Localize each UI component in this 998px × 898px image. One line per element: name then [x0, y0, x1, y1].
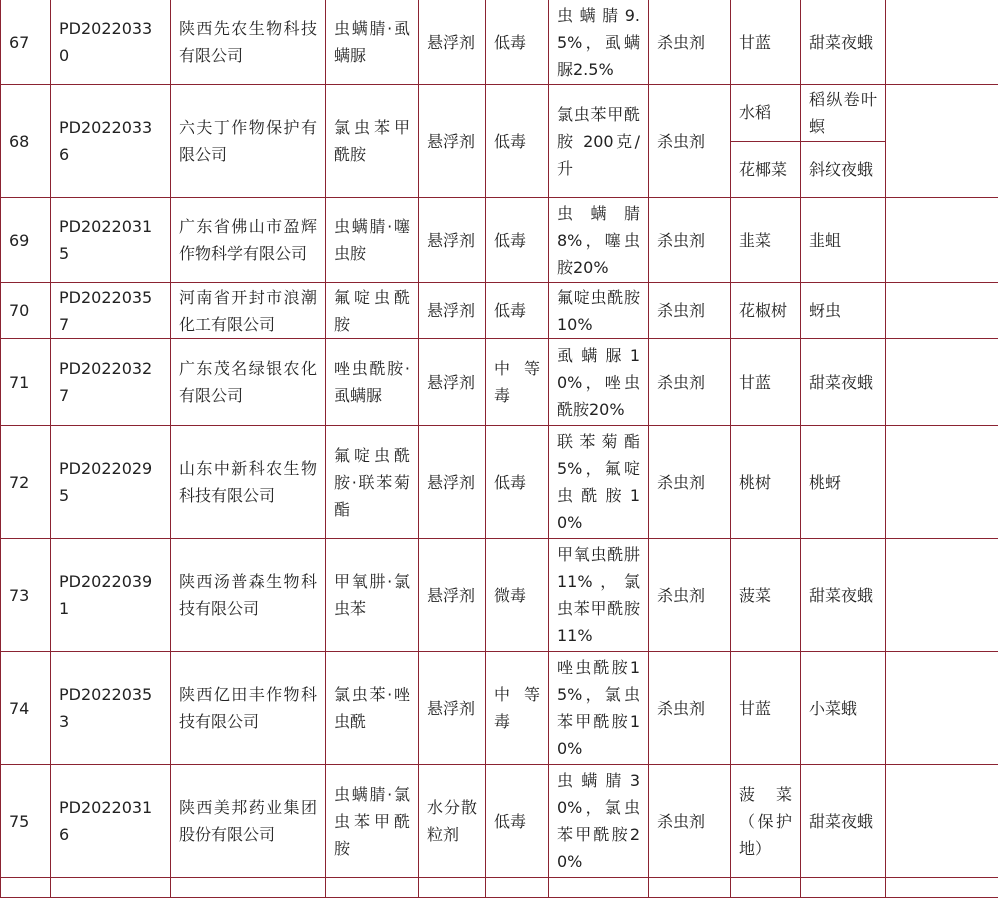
- content: 虫螨腈8%，噻虫胺20%: [549, 198, 649, 283]
- company-name: 陕西亿田丰作物科技有限公司: [171, 652, 326, 765]
- table-row: [1, 539, 998, 652]
- target-pest: 蚜虫: [801, 283, 886, 339]
- formulation: 悬浮剂: [419, 339, 486, 426]
- pesticide-type: 杀虫剂: [649, 0, 731, 85]
- content: 甲氧虫酰肼11%，氯虫苯甲酰胺11%: [549, 539, 649, 652]
- formulation: 悬浮剂: [419, 539, 486, 652]
- registration-number: PD20220315: [51, 198, 171, 283]
- crop: 桃树: [731, 426, 801, 539]
- company-name: 六夫丁作物保护有限公司: [171, 85, 326, 198]
- row-number: 70: [1, 283, 51, 339]
- empty-cell: [886, 765, 998, 878]
- empty-cell: [886, 426, 998, 539]
- pesticide-type: 杀虫剂: [649, 339, 731, 426]
- toxicity: 低毒: [486, 765, 549, 878]
- registration-number: PD20220295: [51, 426, 171, 539]
- company-name: 广东省佛山市盈辉作物科学有限公司: [171, 198, 326, 283]
- table-row: [1, 0, 998, 85]
- empty-cell: [886, 198, 998, 283]
- registration-number: PD20220357: [51, 283, 171, 339]
- crop: 韭菜: [731, 198, 801, 283]
- target-pest: 斜纹夜蛾: [801, 141, 886, 198]
- row-number: 71: [1, 339, 51, 426]
- empty-cell: [886, 0, 998, 85]
- target-pest: 甜菜夜蛾: [801, 765, 886, 878]
- row-number: 74: [1, 652, 51, 765]
- crop: 菠菜: [731, 539, 801, 652]
- target-pest: 甜菜夜蛾: [801, 339, 886, 426]
- toxicity: 低毒: [486, 198, 549, 283]
- table-row: [1, 652, 998, 765]
- row-number: 75: [1, 765, 51, 878]
- crop: 花椒树: [731, 283, 801, 339]
- registration-number: PD20220353: [51, 652, 171, 765]
- registration-number: PD20220336: [51, 85, 171, 198]
- company-name: 陕西先农生物科技有限公司: [171, 0, 326, 85]
- table-row: [1, 426, 998, 539]
- table-row: [1, 283, 998, 339]
- active-ingredient: 虫螨腈·虱螨脲: [326, 0, 419, 85]
- crop: 水稻: [731, 85, 801, 142]
- pesticide-type: 杀虫剂: [649, 283, 731, 339]
- row-number: 72: [1, 426, 51, 539]
- active-ingredient: 氟啶虫酰胺·联苯菊酯: [326, 426, 419, 539]
- toxicity: 中等毒: [486, 652, 549, 765]
- toxicity: 低毒: [486, 426, 549, 539]
- toxicity: 中等毒: [486, 339, 549, 426]
- formulation: 水分散粒剂: [419, 765, 486, 878]
- target-pest: 桃蚜: [801, 426, 886, 539]
- active-ingredient: 虫螨腈·氯虫苯甲酰胺: [326, 765, 419, 878]
- company-name: 陕西美邦药业集团股份有限公司: [171, 765, 326, 878]
- target-pest: 甜菜夜蛾: [801, 539, 886, 652]
- target-pest: 小菜蛾: [801, 652, 886, 765]
- table-row: [1, 85, 998, 142]
- formulation: 悬浮剂: [419, 652, 486, 765]
- toxicity: 低毒: [486, 0, 549, 85]
- crop: 甘蓝: [731, 652, 801, 765]
- empty-cell: [886, 283, 998, 339]
- company-name: 河南省开封市浪潮化工有限公司: [171, 283, 326, 339]
- table-row: [1, 339, 998, 426]
- formulation: 悬浮剂: [419, 426, 486, 539]
- active-ingredient: 氯虫苯甲酰胺: [326, 85, 419, 198]
- crop: 菠菜（保护地）: [731, 765, 801, 878]
- target-pest: 稻纵卷叶螟: [801, 85, 886, 142]
- pesticide-type: 杀虫剂: [649, 85, 731, 198]
- content: 虫螨腈30%，氯虫苯甲酰胺20%: [549, 765, 649, 878]
- content: 氯虫苯甲酰胺 200克/升: [549, 85, 649, 198]
- crop: 甘蓝: [731, 0, 801, 85]
- active-ingredient: 甲氧肼·氯虫苯: [326, 539, 419, 652]
- crop: 花椰菜: [731, 141, 801, 198]
- content: 唑虫酰胺15%，氯虫苯甲酰胺10%: [549, 652, 649, 765]
- active-ingredient: 唑虫酰胺·虱螨脲: [326, 339, 419, 426]
- crop: 甘蓝: [731, 339, 801, 426]
- row-number: 69: [1, 198, 51, 283]
- registration-number: PD20220327: [51, 339, 171, 426]
- toxicity: 低毒: [486, 85, 549, 198]
- target-pest: 韭蛆: [801, 198, 886, 283]
- empty-cell: [886, 539, 998, 652]
- row-number: 73: [1, 539, 51, 652]
- empty-cell: [886, 339, 998, 426]
- registration-number: PD20220316: [51, 765, 171, 878]
- content: 虫螨腈9.5%，虱螨脲2.5%: [549, 0, 649, 85]
- content: 联苯菊酯5%，氟啶虫酰胺10%: [549, 426, 649, 539]
- target-pest: 甜菜夜蛾: [801, 0, 886, 85]
- active-ingredient: 氯虫苯·唑虫酰: [326, 652, 419, 765]
- table-row: [1, 765, 998, 878]
- toxicity: 低毒: [486, 283, 549, 339]
- formulation: 悬浮剂: [419, 85, 486, 198]
- pesticide-type: 杀虫剂: [649, 652, 731, 765]
- content: 虱螨脲10%，唑虫酰胺20%: [549, 339, 649, 426]
- registration-number: PD20220391: [51, 539, 171, 652]
- active-ingredient: 虫螨腈·噻虫胺: [326, 198, 419, 283]
- toxicity: 微毒: [486, 539, 549, 652]
- active-ingredient: 氟啶虫酰胺: [326, 283, 419, 339]
- company-name: 陕西汤普森生物科技有限公司: [171, 539, 326, 652]
- registration-number: PD20220330: [51, 0, 171, 85]
- company-name: 山东中新科农生物科技有限公司: [171, 426, 326, 539]
- pesticide-type: 杀虫剂: [649, 765, 731, 878]
- row-number: 67: [1, 0, 51, 85]
- formulation: 悬浮剂: [419, 283, 486, 339]
- content: 氟啶虫酰胺10%: [549, 283, 649, 339]
- pesticide-type: 杀虫剂: [649, 539, 731, 652]
- row-number: 68: [1, 85, 51, 198]
- formulation: 悬浮剂: [419, 0, 486, 85]
- formulation: 悬浮剂: [419, 198, 486, 283]
- table-row: [1, 198, 998, 283]
- empty-cell: [886, 652, 998, 765]
- pesticide-type: 杀虫剂: [649, 198, 731, 283]
- pesticide-type: 杀虫剂: [649, 426, 731, 539]
- empty-cell: [886, 85, 998, 198]
- company-name: 广东茂名绿银农化有限公司: [171, 339, 326, 426]
